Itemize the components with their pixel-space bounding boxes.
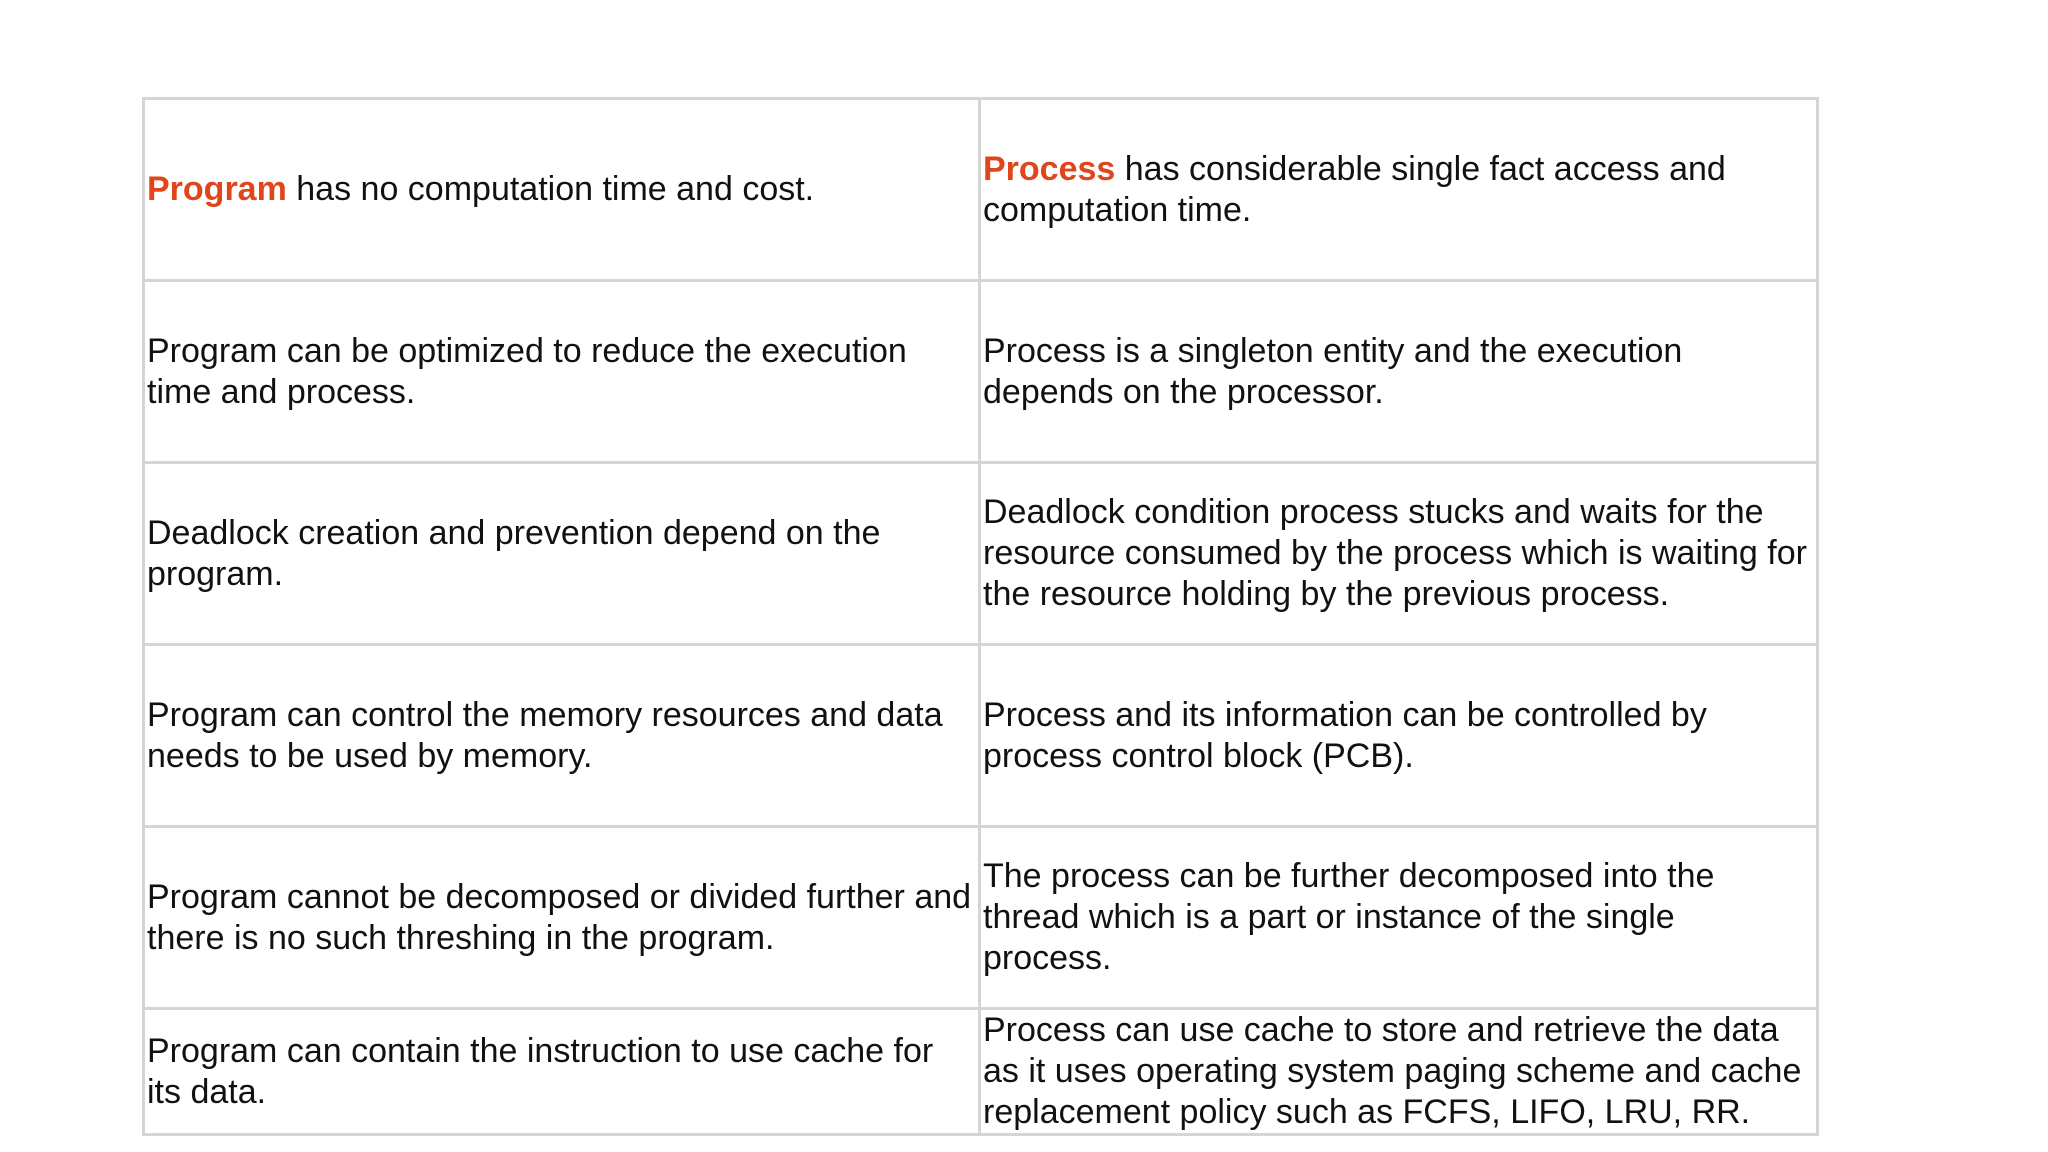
process-text: Deadlock condition process stucks and waits for the resource consumed by the process which is waiting for the resource holding by the previous process. xyxy=(983,493,1807,613)
comparison-table xyxy=(142,97,1819,1136)
process-text: has considerable single fact access and computation time. xyxy=(983,149,1726,229)
program-cell xyxy=(144,827,980,1009)
program-text: Program can control the memory resources and data needs to be used by memory. xyxy=(147,695,943,775)
table-row xyxy=(144,463,1818,645)
program-text: Program can contain the instruction to use cache for its data. xyxy=(147,1031,934,1111)
process-text: The process can be further decomposed into the thread which is a part or instance of the single process. xyxy=(983,857,1715,977)
program-cell xyxy=(144,99,980,281)
program-keyword: Program xyxy=(147,170,287,208)
program-text: Deadlock creation and prevention depend on the program. xyxy=(147,513,881,593)
process-cell xyxy=(980,1009,1818,1135)
process-cell xyxy=(980,645,1818,827)
process-text: Process and its information can be controlled by process control block (PCB). xyxy=(983,695,1707,775)
table-row xyxy=(144,827,1818,1009)
table-row xyxy=(144,281,1818,463)
table-row xyxy=(144,1009,1818,1135)
program-text: has no computation time and cost. xyxy=(286,170,815,208)
process-keyword: Process xyxy=(983,149,1116,188)
process-cell xyxy=(980,463,1818,645)
program-cell xyxy=(144,463,980,645)
program-cell xyxy=(144,281,980,463)
program-text: Program cannot be decomposed or divided further and there is no such threshing in the program. xyxy=(147,877,972,957)
process-cell xyxy=(980,99,1818,281)
program-cell xyxy=(144,645,980,827)
table-row xyxy=(144,645,1818,827)
process-cell xyxy=(980,827,1818,1009)
process-text: Process can use cache to store and retrieve the data as it uses operating system paging scheme and cache replacement policy such as FCFS, LIFO, LRU, RR. xyxy=(983,1011,1802,1131)
process-text: Process is a singleton entity and the execution depends on the processor. xyxy=(983,331,1683,411)
program-text: Program can be optimized to reduce the execution time and process. xyxy=(147,331,907,411)
table-row xyxy=(144,99,1818,281)
process-cell xyxy=(980,281,1818,463)
program-cell xyxy=(144,1009,980,1135)
